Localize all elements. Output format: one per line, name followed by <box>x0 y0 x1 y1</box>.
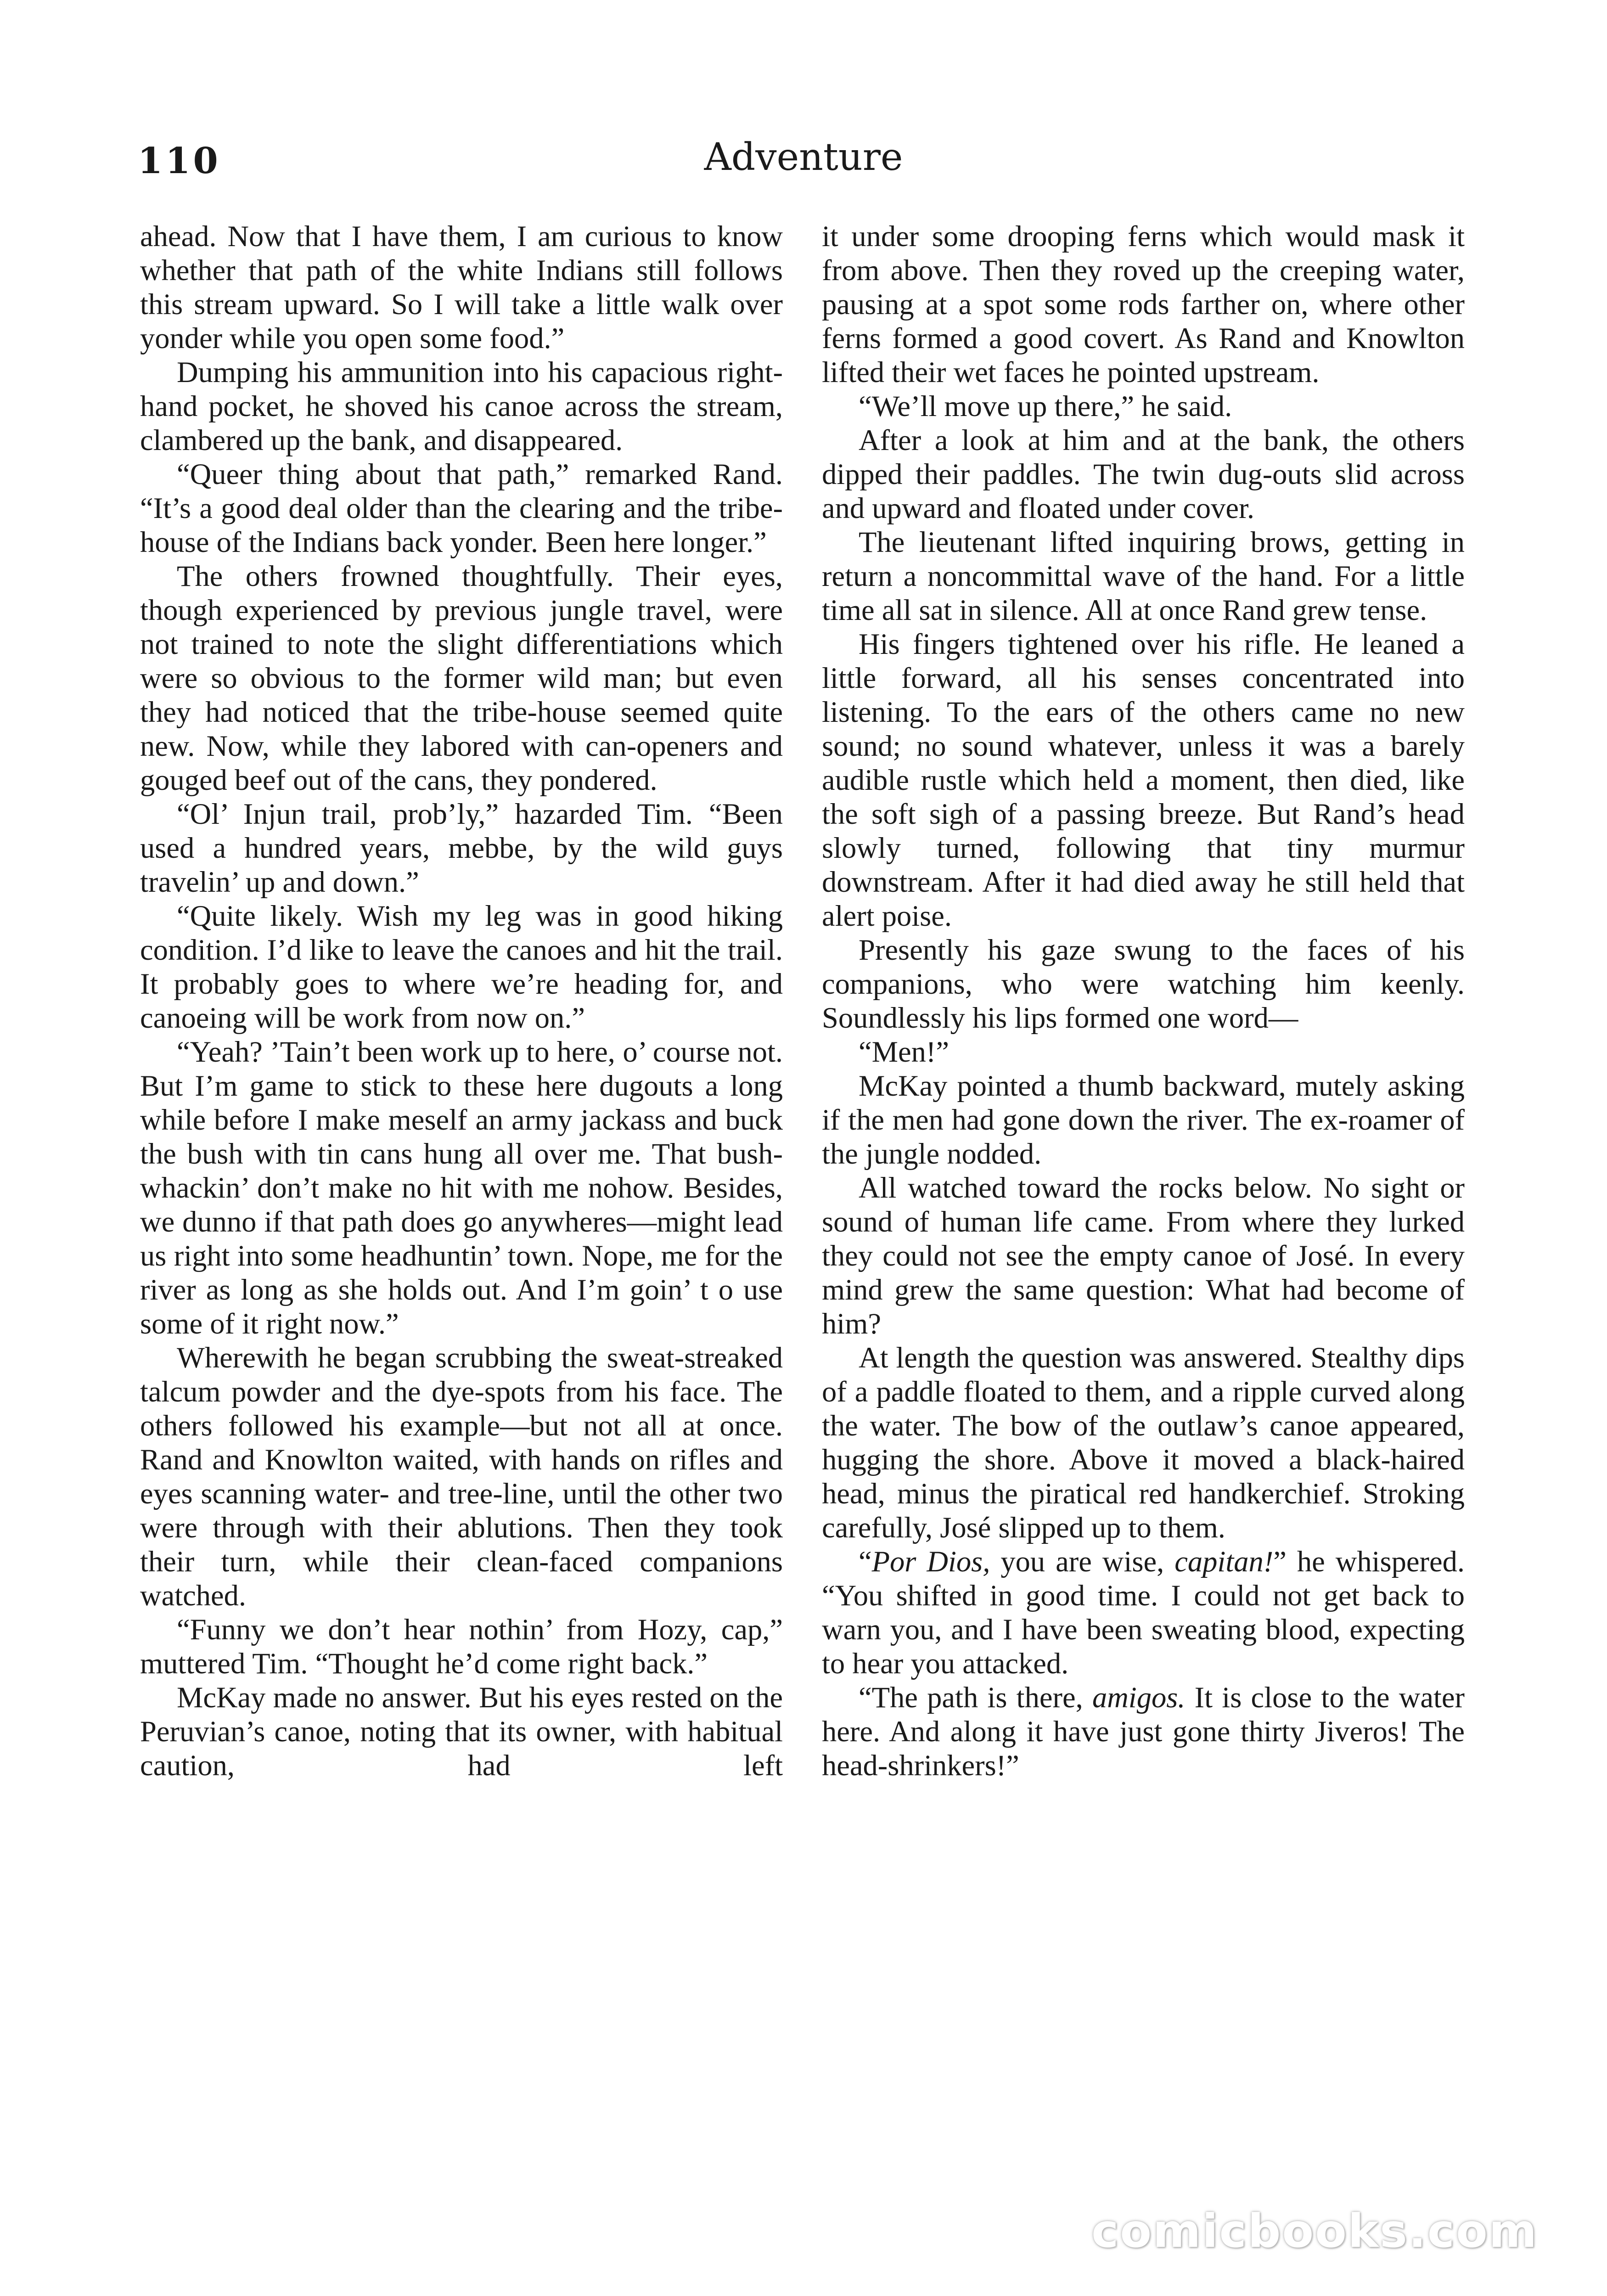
watermark: comicbooks.com <box>1091 2204 1538 2258</box>
running-title: Adventure <box>704 135 903 179</box>
paragraph: ahead. Now that I have them, I am curious to know whether that path of the white Indians still follows this stream upward. So I will take a little walk over yonder while you open some food.” <box>140 220 783 355</box>
paragraph: Presently his gaze swung to the faces of his companions, who were watching him keenly. Soundlessly his lips formed one word— <box>822 934 1465 1034</box>
paragraph: “The path is there, amigos. It is close to the water here. And along it have just gone thirty Jiveros! The head-shrinkers!” <box>822 1681 1465 1782</box>
paragraph: “Yeah? ’Tain’t been work up to here, o’ course not. But I’m game to stick to these here dugouts a long while before I make meself an army jackass and buck the bush with tin cans hung all over me. That bush-whackin’ don’t make no hit with me nohow. Besides, we dunno if that path does go anywheres—might lead us right into some headhuntin’ town. Nope, me for the river as long as she holds out. And I’m goin’ t o use some of it right now.” <box>140 1035 783 1340</box>
paragraph: it under some drooping ferns which would mask it from above. Then they roved up the creeping water, pausing at a spot some rods farther on, where other ferns formed a good covert. As Rand and Knowlton lifted their wet faces he pointed upstream. <box>822 220 1465 388</box>
right-column <box>822 219 1465 1783</box>
paragraph: “Ol’ Injun trail, prob’ly,” hazarded Tim. “Been used a hundred years, mebbe, by the wild guys travelin’ up and down.” <box>140 798 783 898</box>
paragraph: McKay made no answer. But his eyes rested on the Peruvian’s canoe, noting that its owner, with habitual caution, had left <box>140 1681 783 1782</box>
page-header <box>138 135 1469 186</box>
paragraph: “Quite likely. Wish my leg was in good hiking condition. I’d like to leave the canoes and hit the trail. It probably goes to where we’re heading for, and canoeing will be work from now on.” <box>140 900 783 1034</box>
paragraph: “Queer thing about that path,” remarked Rand. “It’s a good deal older than the clearing and the tribe-house of the Indians back yonder. Been here longer.” <box>140 458 783 558</box>
paragraph: Dumping his ammunition into his capacious right-hand pocket, he shoved his canoe across the stream, clambered up the bank, and disappeared. <box>140 356 783 456</box>
paragraph: McKay pointed a thumb backward, mutely asking if the men had gone down the river. The ex-roamer of the jungle nodded. <box>822 1069 1465 1170</box>
paragraph: All watched toward the rocks below. No sight or sound of human life came. From where they lurked they could not see the empty canoe of José. In every mind grew the same question: What had become of him? <box>822 1171 1465 1340</box>
paragraph: At length the question was answered. Stealthy dips of a paddle floated to them, and a ripple curved along the water. The bow of the outlaw’s canoe appeared, hugging the shore. Above it moved a black-haired head, minus the piratical red handkerchief. Stroking carefully, José slipped up to them. <box>822 1341 1465 1544</box>
paragraph: “Por Dios, you are wise, capitan!” he whispered. “You shifted in good time. I could not get back to warn you, and I have been sweating blood, expecting to hear you attacked. <box>822 1545 1465 1680</box>
paragraph: After a look at him and at the bank, the others dipped their paddles. The twin dug-outs slid across and upward and floated under cover. <box>822 424 1465 524</box>
paragraph: “Funny we don’t hear nothin’ from Hozy, cap,” muttered Tim. “Thought he’d come right back.” <box>140 1613 783 1680</box>
left-column <box>140 219 783 1783</box>
page-number: 110 <box>138 140 221 182</box>
paragraph: The others frowned thoughtfully. Their eyes, though experienced by previous jungle travel, were not trained to note the slight differentiations which were so obvious to the former wild man; but even they had noticed that the tribe-house seemed quite new. Now, while they labored with can-openers and gouged beef out of the cans, they pondered. <box>140 560 783 796</box>
paragraph: The lieutenant lifted inquiring brows, getting in return a noncommittal wave of the hand. For a little time all sat in silence. All at once Rand grew tense. <box>822 526 1465 626</box>
paragraph: His fingers tightened over his rifle. He leaned a little forward, all his senses concentrated into listening. To the ears of the others came no new sound; no sound whatever, unless it was a barely audible rustle which held a moment, then died, like the soft sigh of a passing breeze. But Rand’s head slowly turned, following that tiny murmur downstream. After it had died away he still held that alert poise. <box>822 628 1465 932</box>
paragraph: “Men!” <box>859 1035 949 1068</box>
paragraph: Wherewith he began scrubbing the sweat-streaked talcum powder and the dye-spots from his face. The others followed his example—but not all at once. Rand and Knowlton waited, with hands on rifles and eyes scanning water- and tree-line, until the other two were through with their ablutions. Then they took their turn, while their clean-faced companions watched. <box>140 1341 783 1612</box>
paragraph: “We’ll move up there,” he said. <box>859 390 1232 422</box>
